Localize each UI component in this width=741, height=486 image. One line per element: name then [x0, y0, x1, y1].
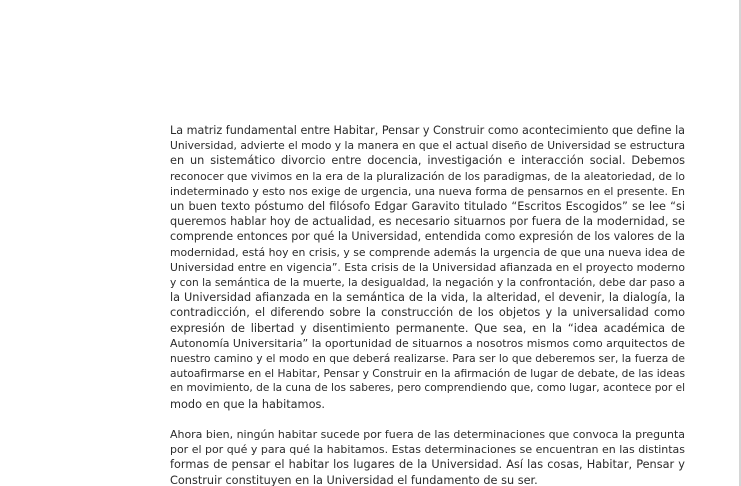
- text-line: indeterminado y esto nos exige de urgencia, una nueva forma de pensarnos en el presente. En: [170, 184, 685, 198]
- text-line: Universidad entre en vigencia”. Esta crisis de la Universidad afianzada en el proyecto moderno: [170, 260, 685, 274]
- text-line: formas de pensar el habitar los lugares de la Universidad. Así las cosas, Habitar, Pensar y: [170, 458, 685, 472]
- text-line: contradicción, el diferendo sobre la construcción de los objetos y la universalidad como: [170, 306, 685, 320]
- text-line: queremos hablar hoy de actualidad, es necesario situarnos por fuera de la modernidad, se: [170, 215, 685, 229]
- text-line: modo en que la habitamos.: [170, 397, 325, 411]
- text-line: nuestro camino y el modo en que deberá realizarse. Para ser lo que deberemos ser, la fuerza de: [170, 352, 685, 366]
- text-line: expresión de libertad y disentimiento permanente. Que sea, en la “idea académica de: [170, 321, 685, 335]
- paragraph-1: [170, 123, 685, 412]
- text-line: Universidad, advierte el modo y la manera en que el actual diseño de Universidad se estructura: [170, 139, 685, 153]
- text-line: la Universidad afianzada en la semántica de la vida, la alteridad, el devenir, la dialogía, la: [170, 291, 685, 305]
- text-line: La matriz fundamental entre Habitar, Pensar y Construir como acontecimiento que define la: [170, 124, 685, 137]
- body-text: [170, 123, 685, 486]
- text-line: en un sistemático divorcio entre docencia, investigación e interacción social. Debemos: [170, 154, 685, 168]
- text-line: reconocer que vivimos en la era de la pluralización de los paradigmas, de la aleatoriedad, de lo: [170, 169, 685, 183]
- text-line: un buen texto póstumo del filósofo Edgar Garavito titulado “Escritos Escogidos” se lee “si: [170, 200, 685, 214]
- paragraph-gap: [170, 412, 685, 427]
- text-line: Construir constituyen en la Universidad el fundamento de su ser.: [170, 473, 538, 486]
- text-line: comprende entonces por qué la Universidad, entendida como expresión de los valores de la: [170, 230, 685, 244]
- text-line: en movimiento, de la cuna de los saberes, pero comprendiendo que, como lugar, acontece por el: [170, 382, 685, 395]
- paragraph-2: [170, 427, 685, 486]
- text-line: Ahora bien, ningún habitar sucede por fuera de las determinaciones que convoca la pregunta: [170, 428, 685, 442]
- text-line: Autonomía Universitaria” la oportunidad de situarnos a nosotros mismos como arquitectos de: [170, 336, 685, 350]
- text-line: y con la semántica de la muerte, la desigualdad, la negación y la confrontación, debe dar paso a: [170, 276, 686, 290]
- text-line: autoafirmarse en el Habitar, Pensar y Construir en la afirmación de lugar de debate, de las ideas: [170, 367, 685, 381]
- text-line: por el por qué y para qué la habitamos. Estas determinaciones se encuentran en las distintas: [170, 443, 685, 457]
- text-line: modernidad, está hoy en crisis, y se comprende además la urgencia de que una nueva idea de: [170, 245, 685, 259]
